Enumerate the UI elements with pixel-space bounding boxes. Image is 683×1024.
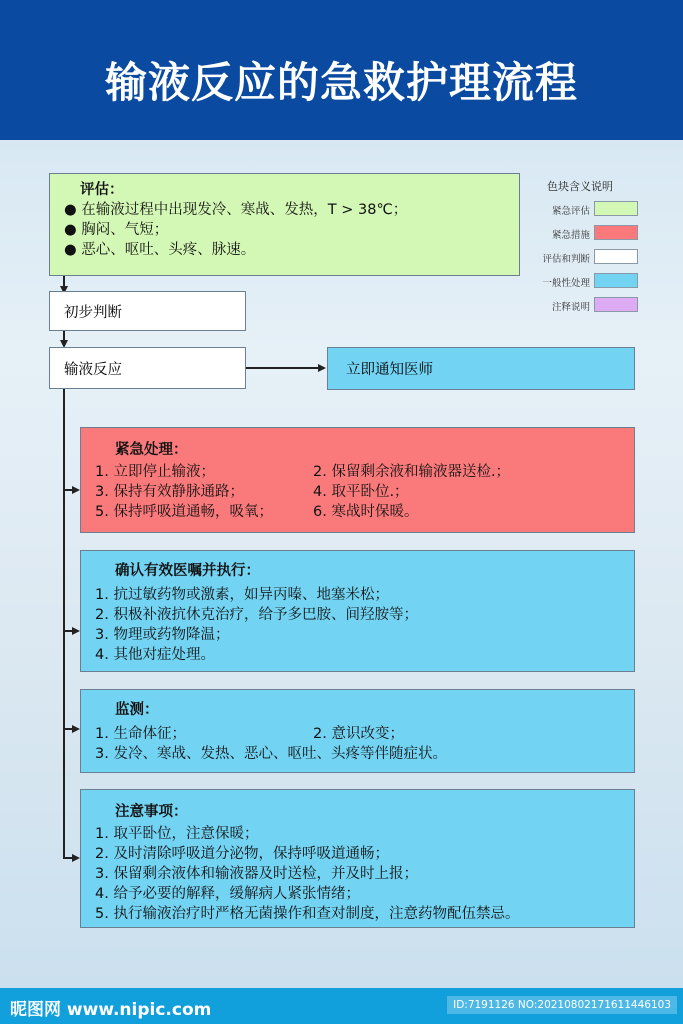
step-initial-judgement: 初步判断 [49, 291, 246, 331]
notes-item: 4. 给予必要的解释，缓解病人紧张情绪； [95, 886, 360, 902]
monitor-row: 1. 生命体征； 2. 意识改变； [95, 726, 404, 742]
connector-main-trunk [63, 389, 65, 859]
legend-swatch [594, 201, 638, 216]
legend-item: 评估和判断 [528, 249, 638, 267]
legend-swatch [594, 297, 638, 312]
legend-swatch [594, 225, 638, 240]
assessment-item: ● 恶心、呕吐、头疼、脉速。 [64, 242, 256, 258]
orders-item: 1. 抗过敏药物或激素，如异丙嗪、地塞米松； [95, 587, 389, 603]
notes-heading: 注意事项： [115, 804, 188, 820]
legend-item: 注释说明 [528, 297, 638, 315]
legend-title: 色块含义说明 [547, 180, 613, 193]
emergency-row: 3. 保持有效静脉通路； 4. 取平卧位.； [95, 484, 409, 500]
orders-box [80, 550, 635, 672]
arrow-orders [72, 627, 80, 635]
monitor-row: 3. 发冷、寒战、发热、恶心、呕吐、头疼等伴随症状。 [95, 746, 447, 762]
connector-to-notify [246, 367, 318, 369]
arrow-notes [72, 854, 80, 862]
emergency-row: 1. 立即停止输液； 2. 保留剩余液和输液器送检.； [95, 464, 511, 480]
legend-item: 紧急措施 [528, 225, 638, 243]
assessment-heading: 评估： [80, 182, 124, 198]
assessment-item: ● 在输液过程中出现发冷、寒战、发热，T > 38℃； [64, 202, 408, 218]
bullet-icon: ● [64, 202, 82, 218]
brand-watermark[interactable]: 昵图网 www.nipic.com [10, 1000, 212, 1020]
notify-doctor-box: 立即通知医师 [327, 347, 635, 390]
legend-swatch [594, 273, 638, 288]
arrow-monitor [72, 725, 80, 733]
assessment-box [49, 173, 520, 276]
footer-bar [0, 988, 683, 1024]
emergency-row: 5. 保持呼吸道通畅，吸氧； 6. 寒战时保暖。 [95, 504, 419, 520]
notes-item: 5. 执行输液治疗时严格无菌操作和查对制度，注意药物配伍禁忌。 [95, 906, 520, 922]
orders-item: 3. 物理或药物降温； [95, 627, 230, 643]
image-id-label: ID:7191126 NO:20210802171611446103 [447, 996, 677, 1014]
legend-item: 紧急评估 [528, 201, 638, 219]
monitor-heading: 监测： [115, 702, 159, 718]
orders-item: 2. 积极补液抗休克治疗，给予多巴胺、间羟胺等； [95, 607, 418, 623]
orders-heading: 确认有效医嘱并执行： [115, 563, 260, 579]
arrow-emergency [72, 486, 80, 494]
step-infusion-reaction: 输液反应 [49, 347, 246, 389]
notes-item: 3. 保留剩余液体和输液器及时送检，并及时上报； [95, 866, 418, 882]
emergency-box [80, 427, 635, 533]
orders-item: 4. 其他对症处理。 [95, 647, 215, 663]
monitor-box [80, 689, 635, 773]
bullet-icon: ● [64, 222, 82, 238]
arrow-notify [318, 364, 326, 372]
legend-item: 一般性处理 [528, 273, 638, 291]
emergency-heading: 紧急处理： [115, 442, 188, 458]
header-banner [0, 0, 683, 140]
legend-swatch [594, 249, 638, 264]
bullet-icon: ● [64, 242, 82, 258]
page-title: 输液反应的急救护理流程 [104, 58, 578, 107]
assessment-item: ● 胸闷、气短； [64, 222, 169, 238]
notes-box [80, 789, 635, 928]
notes-item: 2. 及时清除呼吸道分泌物，保持呼吸道通畅； [95, 846, 389, 862]
notes-item: 1. 取平卧位，注意保暖； [95, 826, 259, 842]
